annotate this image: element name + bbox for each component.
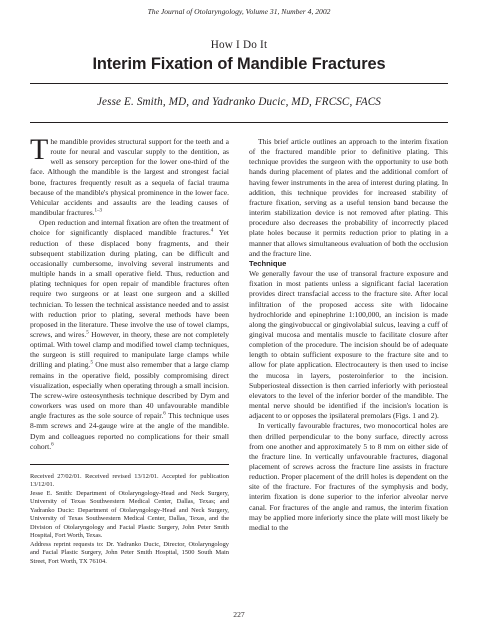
body-paragraph: This brief article outlines an approach to the interim fixation of the fractured mandible prior to definitive plating. This technique provides the surgeon with the opportunity to use both hands during placement of plates and the additional comfort of having fewer instruments in the area of interest during plating. In addition, this technique provides for increased stability of fracture fixation, serving as a useful tension band because the interim stabilization device is not removed after plating. This procedure also decreases the probability of incorrectly placed plate holes because it permits reduction prior to plating in a manner that allows simultaneous evaluation of both the occlusion and the fracture line. xyxy=(249,137,448,258)
paragraph-text: Open reduction and internal fixation are often the treatment of choice for significantly displaced mandible fractures. xyxy=(30,218,229,238)
footnote-rule xyxy=(30,464,229,465)
paragraph-text: This technique uses 8-mm screws and 24-gauge wire at the angle of the mandible. Dym and colleagues reported no complications for their small cohort. xyxy=(30,411,229,451)
citation: 6 xyxy=(51,442,54,448)
footnote-received: Received 27/02/01. Received revised 13/12/01. Accepted for publication 13/12/01. xyxy=(30,472,229,489)
left-column xyxy=(30,133,230,566)
citation: 4 xyxy=(210,228,214,234)
citation: 1–3 xyxy=(94,208,103,214)
section-label: How I Do It xyxy=(210,39,268,51)
paragraph-text: One must also remember that a large clamp remains in the operative field, possibly compromising direct visualization, especially when operating through a small incision. The screw-wire osteosynthesis technique described by Dym and coworkers was used on more than 40 unfavourable mandible angle fractures as the sole source of repair. xyxy=(30,360,229,421)
author-line: Jesse E. Smith, MD, and Yadranko Ducic, MD, FRCSC, FACS xyxy=(96,96,382,108)
paragraph-text: However, in theory, these are not completely optimal. With towel clamp and modified towel clamp techniques, the surgeon is still required to manipulate large clamps while drilling and plating. xyxy=(30,329,230,370)
body-paragraph xyxy=(30,218,229,452)
intro-text: he mandible provides structural support for the teeth and a route for neural and vascular supply to the dentition, as well as sensory perception for the lower one-third of the face. Although the mandible is the largest and strongest facial bone, fractures frequently result as a sequela of facial trauma because of the mandible's physical prominence in the lower face. Vehicular accidents and assaults are the leading causes of mandibular fractures. xyxy=(30,137,229,218)
journal-header: The Journal of Otolaryngology, Volume 31, Number 4, 2002 xyxy=(147,7,331,16)
footnote-address: Address reprint requests to: Dr. Yadranko Ducic, Director, Otolaryngology and Facial Plastic Surgery, John Peter Smith Hospital, 1500 South Main Street, Fort Worth, TX 76104. xyxy=(30,540,229,565)
citation: 6 xyxy=(163,411,166,417)
author-rule xyxy=(30,122,448,123)
paragraph-text: Yet reduction of these displaced bony fragments, and their subsequent stabilization during plating, can be difficult and occasionally cumbersome, involving several instruments and multiple hands in a small operative field. Thus, reduction and plating techniques for open repair of mandible fractures often require two surgeons or at least one surgeon and a skilled technician. To lessen the technical assistance needed and to assist with reduction prior to plating, several methods have been proposed in the literature. These involve the use of towel clamps, screws, and wires. xyxy=(30,228,229,339)
citation: 5 xyxy=(86,330,89,336)
citation: 5 xyxy=(90,360,93,366)
section-heading: Technique xyxy=(249,258,287,268)
body-paragraph: In vertically favourable fractures, two monocortical holes are then drilled perpendicular to the bony surface, directly across from one another and approximately 5 to 8 mm on either side of the fracture line. In vertically unfavourable fractures, diagonal placement of screws across the fracture line assists in fracture reduction. Proper placement of the drill holes is dependent on the site of the fracture. For fractures of the symphysis and body, interim fixation is done superior to the inferior alveolar nerve canal. For fractures of the angle and ramus, the interim fixation may be applied more inferiorly since the plate will most likely be medial to the xyxy=(249,421,448,532)
drop-cap: T xyxy=(30,133,49,166)
footnote-affiliation: Jesse E. Smith: Department of Otolaryngology-Head and Neck Surgery, University of Texas Southwestern Medical Center, Dallas, Texas; and Yadranko Ducic: Department of Otolaryngology-Head and Neck Surgery, University of Texas Southwestern Medical Center, Dallas, Texas, and the Division of Otolaryngology and Facial Plastic Surgery, John Peter Smith Hospital, Fort Worth, Texas. xyxy=(30,489,229,540)
right-column xyxy=(249,137,448,533)
body-paragraph: We generally favour the use of transoral fracture exposure and fixation in most patients unless a significant facial laceration provides direct transfacial access to the fracture site. After local infiltration of the proposed access site with lidocaine hydrochloride and epinephrine 1:100,000, an incision is made along the gingivobuccal or gingivolabial sulcus, leaving a cuff of gingival mucosa and mentalis muscle to facilitate closure after completion of the procedure. The incision should be of adequate length to obtain sufficient exposure to the fracture site and to allow for plate application. Electrocautery is then used to incise the mucosa in layers, posteroinferior to the incision. Subperiosteal dissection is then carried inferiorly with periosteal elevators to the level of the inferior border of the mandible. The mental nerve should be identified if the incision's location is adjacent to or opposes the ipsilateral premolars (Figs. 1 and 2). xyxy=(249,269,448,421)
title-rule xyxy=(30,83,448,84)
intro-paragraph xyxy=(30,133,229,218)
article-title: Interim Fixation of Mandible Fractures xyxy=(92,55,386,73)
page-number: 227 xyxy=(233,610,245,619)
